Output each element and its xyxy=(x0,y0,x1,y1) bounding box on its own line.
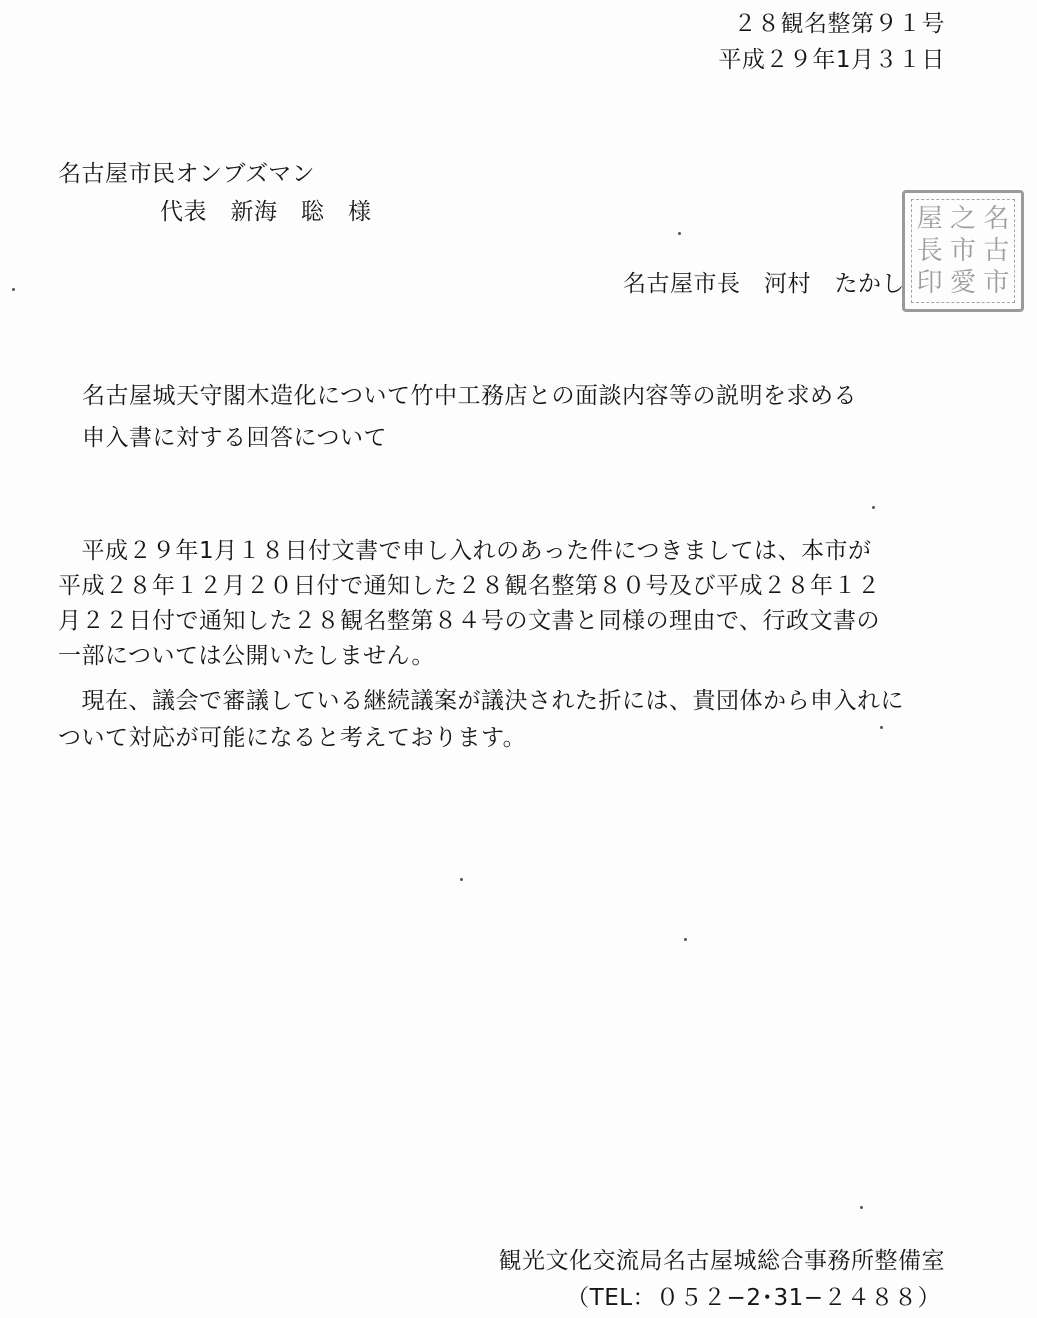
seal-glyphs xyxy=(913,203,1013,299)
seal-glyph: 市 xyxy=(949,236,976,266)
seal-glyph: 古 xyxy=(983,236,1010,266)
seal-glyph: 名 xyxy=(983,204,1010,234)
scan-speck xyxy=(678,232,681,235)
scan-speck xyxy=(860,1206,863,1209)
telephone-number: （TEL：０５２−2･31−２４８８） xyxy=(566,1285,941,1311)
body-line-5: 現在、議会で審議している継続議案が議決された折には、貴団体から申入れに xyxy=(58,688,904,714)
body-line-2: 平成２８年１２月２０日付で通知した２８観名整第８０号及び平成２８年１２ xyxy=(58,573,881,599)
subject-line-1: 名古屋城天守閣木造化について竹中工務店との面談内容等の説明を求める xyxy=(82,383,858,409)
body-line-6: ついて対応が可能になると考えております。 xyxy=(58,725,527,751)
seal-glyph: 愛 xyxy=(949,268,976,298)
seal-glyph: 之 xyxy=(949,204,976,234)
scan-speck xyxy=(460,878,463,881)
seal-glyph: 印 xyxy=(916,268,943,298)
scan-speck xyxy=(12,288,15,291)
seal-glyph: 屋 xyxy=(916,204,943,234)
addressee-name: 代表 新海 聡 様 xyxy=(160,199,372,225)
department-name: 観光文化交流局名古屋城総合事務所整備室 xyxy=(498,1248,945,1274)
official-seal-stamp xyxy=(902,190,1024,312)
seal-glyph: 長 xyxy=(916,236,943,266)
seal-glyph: 市 xyxy=(983,268,1010,298)
sender-name: 名古屋市長 河村 たかし xyxy=(623,271,905,297)
body-line-3: 月２２日付で通知した２８観名整第８４号の文書と同様の理由で、行政文書の xyxy=(58,608,881,634)
scan-speck xyxy=(880,726,883,729)
document-date: 平成２９年1月３１日 xyxy=(718,47,945,73)
body-line-4: 一部については公開いたしません。 xyxy=(58,643,435,669)
scan-speck xyxy=(684,938,687,941)
addressee-organization: 名古屋市民オンブズマン xyxy=(58,161,316,187)
scan-speck xyxy=(872,506,875,509)
subject-line-2: 申入書に対する回答について xyxy=(82,425,388,451)
document-number: ２８観名整第９１号 xyxy=(733,11,945,37)
body-line-1: 平成２９年1月１８日付文書で申し入れのあった件につきましては、本市が xyxy=(58,538,872,564)
